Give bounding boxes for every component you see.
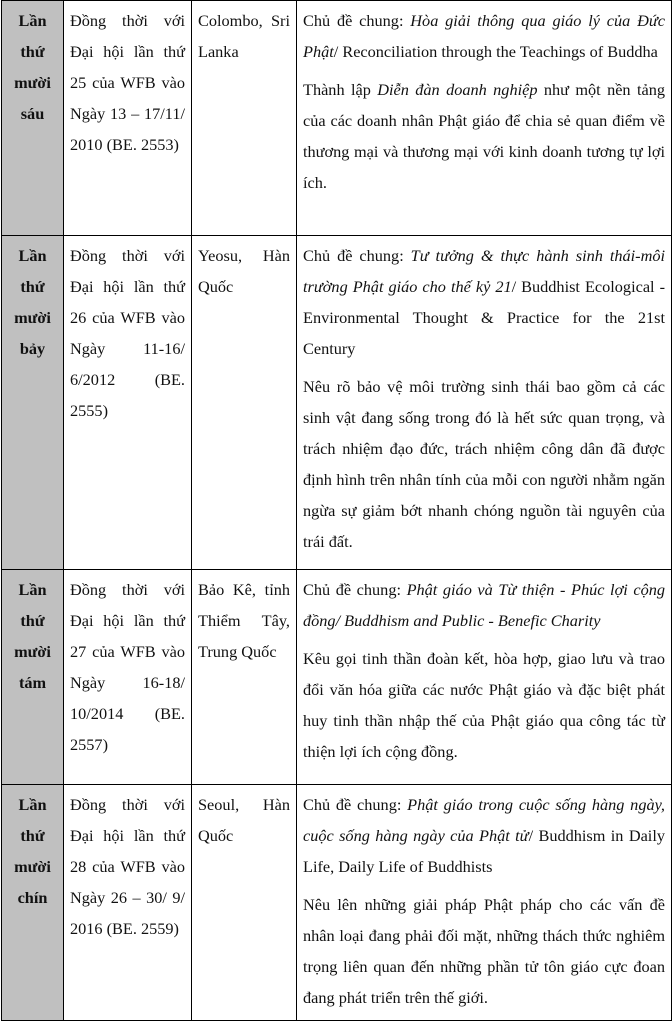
ordinal-word: mười [14,642,51,661]
theme-paragraph [303,5,665,67]
topic-cell [297,570,672,785]
ordinal-word: chín [17,888,48,907]
detail-rest: như một nền tảng của các doanh nhân Phật giáo để chia sẻ quan điểm về thương mại và thương mại với kinh doanh tương tự lợi ích. [303,80,665,192]
ordinal-word: Lần [18,11,47,30]
table-row [2,570,672,785]
theme-prefix: Chủ đề chung: [303,11,411,30]
ordinal-word: thứ [20,826,45,845]
ordinal-word: mười [14,73,51,92]
ordinal-word: mười [14,857,51,876]
table-row [2,785,672,1021]
location-cell: Yeosu, Hàn Quốc [192,236,297,570]
date-cell: Đồng thời với Đại hội lần thứ 28 của WFB vào Ngày 26 – 30/ 9/ 2016 (BE. 2559) [64,785,192,1021]
theme-title: Phật giáo và Từ thiện - Phúc lợi cộng đồng/ Buddhism and Public - Benefic Charity [303,580,666,630]
theme-title: Hòa giải thông qua giáo lý của Đức Phật [303,11,666,61]
location-cell: Colombo, Sri Lanka [192,1,297,236]
theme-title: Phật giáo trong cuộc sống hàng ngày, cuộc sống hàng ngày của Phật tử [303,795,666,845]
theme-prefix: Chủ đề chung: [303,580,407,599]
ordinal-word: thứ [20,277,45,296]
theme-english: / Buddhist Ecological - Environmental Thought & Practice for the 21st Century [303,277,666,358]
location-cell: Seoul, Hàn Quốc [192,785,297,1021]
detail-prefix: Thành lập [303,80,378,99]
table-row [2,236,672,570]
ordinal-cell [2,785,64,1021]
ordinal-word: mười [14,308,51,327]
ordinal-word: tám [18,673,47,692]
ordinal-cell [2,1,64,236]
ordinal-cell [2,236,64,570]
conference-table [1,0,672,1021]
ordinal-word: Lần [18,246,47,265]
detail-emphasis: Diễn đàn doanh nghiệp [377,80,538,99]
theme-paragraph [303,240,665,364]
ordinal-word: Lần [18,580,47,599]
detail-paragraph: Kêu gọi tinh thần đoàn kết, hòa hợp, giao lưu và trao đổi văn hóa giữa các nước Phật giáo và đặc biệt phát huy tinh thần nhập thế của Phật giáo qua công tác từ thiện lợi ích cộng đồng. [303,649,665,761]
theme-english: / Buddhism in Daily Life, Daily Life of Buddhists [303,826,665,876]
theme-prefix: Chủ đề chung: [303,246,411,265]
theme-english: / Reconciliation through the Teachings of Buddha [333,42,658,61]
ordinal-cell [2,570,64,785]
location-cell: Bảo Kê, tỉnh Thiểm Tây, Trung Quốc [192,570,297,785]
detail-paragraph: Nêu rõ bảo vệ môi trường sinh thái bao gồm cả các sinh vật đang sống trong đó là hết sức quan trọng, và trách nhiệm đạo đức, trách nhiệm công dân đã được định hình trên nhân tính của mỗi con người nhằm ngăn ngừa sự giảm bớt nhanh chóng nguồn tài nguyên của trái đất. [303,377,665,551]
table-row [2,1,672,236]
ordinal-word: sáu [20,104,45,123]
detail-paragraph: Nêu lên những giải pháp Phật pháp cho các vấn đề nhân loại đang phải đối mặt, những thách thức nghiêm trọng liên quan đến những phần tử tôn giáo cực đoan đang phát triển trên thế giới. [303,895,665,1007]
ordinal-word: thứ [20,42,45,61]
theme-prefix: Chủ đề chung: [303,795,408,814]
ordinal-word: Lần [18,795,47,814]
theme-paragraph [303,789,665,882]
topic-cell [297,1,672,236]
date-cell: Đồng thời với Đại hội lần thứ 25 của WFB vào Ngày 13 – 17/11/ 2010 (BE. 2553) [64,1,192,236]
date-cell: Đồng thời với Đại hội lần thứ 26 của WFB vào Ngày 11-16/ 6/2012 (BE. 2555) [64,236,192,570]
theme-title: Tư tưởng & thực hành sinh thái-môi trường Phật giáo cho thế kỷ 21 [303,246,665,296]
date-cell: Đồng thời với Đại hội lần thứ 27 của WFB vào Ngày 16-18/ 10/2014 (BE. 2557) [64,570,192,785]
topic-cell [297,236,672,570]
detail-paragraph [303,74,665,198]
topic-cell [297,785,672,1021]
theme-paragraph [303,574,665,636]
ordinal-word: thứ [20,611,45,630]
ordinal-word: bảy [19,339,46,358]
